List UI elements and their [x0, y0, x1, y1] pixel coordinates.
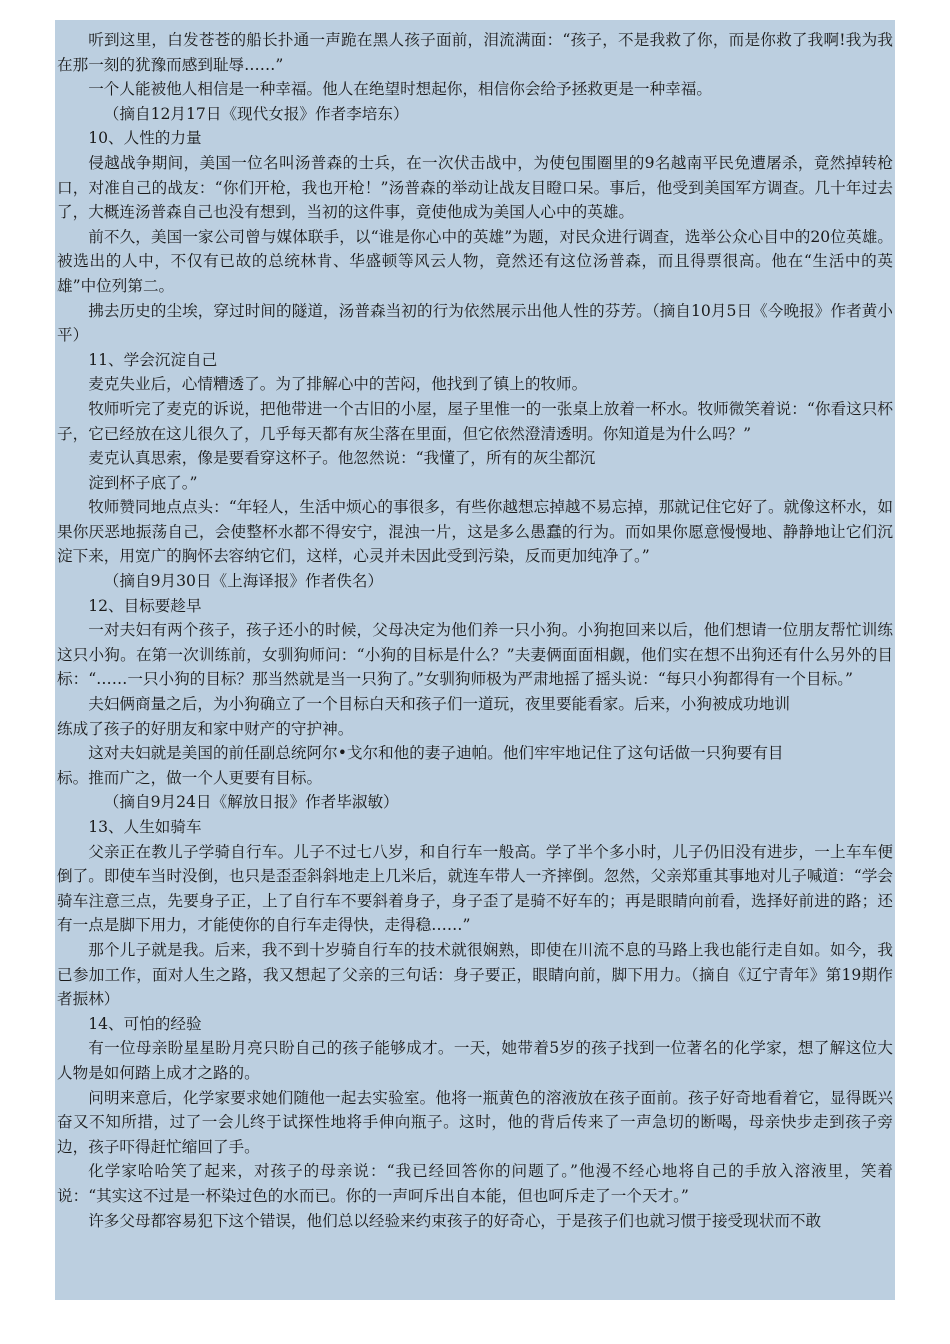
paragraph: 化学家哈哈笑了起来，对孩子的母亲说：“我已经回答你的问题了。”他漫不经心地将自己的手放入溶液里，笑着说：“其实这不过是一杯染过色的水而已。你的一声呵斥出自本能，但也呵斥走了一个天才。”: [57, 1162, 893, 1205]
source-citation: （摘自9月30日《上海译报》作者佚名）: [103, 572, 384, 591]
section-heading: 12、目标要趁早: [88, 596, 202, 615]
paragraph: 许多父母都容易犯下这个错误，他们总以经验来约束孩子的好奇心，于是孩子们也就习惯于接受现状而不敢: [88, 1211, 822, 1230]
paragraph: 麦克认真思索，像是要看穿这杯子。他忽然说：“我懂了，所有的灰尘都沉: [88, 449, 596, 468]
section-heading: 11、学会沉淀自己: [88, 350, 218, 369]
paragraph: 牧师听完了麦克的诉说，把他带进一个古旧的小屋，屋子里惟一的一张桌上放着一杯水。牧师微笑着说：“你看这只杯子，它已经放在这儿很久了，几乎每天都有灰尘落在里面，但它依然澄清透明。你知道是为什么吗？”: [57, 399, 893, 443]
paragraph: 这对夫妇就是美国的前任副总统阿尔•戈尔和他的妻子迪帕。他们牢牢地记住了这句话做一只狗要有目: [88, 744, 784, 763]
paragraph: 练成了孩子的好朋友和家中财产的守护神。: [57, 719, 354, 738]
paragraph: 那个儿子就是我。后来，我不到十岁骑自行车的技术就很娴熟，即使在川流不息的马路上我也能行走自如。如今，我已参加工作，面对人生之路，我又想起了父亲的三句话：身子要正，眼睛向前，脚下用力。（摘自《辽宁青年》第19期作者振林）: [57, 940, 893, 1009]
source-citation: （摘自9月24日《解放日报》作者毕淑敏）: [103, 793, 399, 812]
paragraph: 拂去历史的尘埃，穿过时间的隧道，汤普森当初的行为依然展示出他人性的芬芳。（摘自10月5日《今晚报》作者黄小平）: [57, 301, 893, 345]
section-heading: 10、人性的力量: [88, 129, 202, 148]
paragraph: 淀到杯子底了。”: [88, 473, 198, 492]
paragraph: 牧师赞同地点点头：“年轻人，生活中烦心的事很多，有些你越想忘掉越不易忘掉，那就记住它好了。就像这杯水，如果你厌恶地振荡自己，会使整杯水都不得安宁，混浊一片，这是多么愚蠢的行为。而如果你愿意慢慢地、静静地让它们沉淀下来，用宽广的胸怀去容纳它们，这样，心灵并未因此受到污染，反而更加纯净了。”: [57, 498, 893, 566]
paragraph: 麦克失业后，心情糟透了。为了排解心中的苦闷，他找到了镇上的牧师。: [88, 375, 588, 394]
paragraph: 前不久，美国一家公司曾与媒体联手，以“谁是你心中的英雄”为题，对民众进行调查，选举公众心目中的20位英雄。被选出的人中，不仅有已故的总统林肯、华盛顿等风云人物，竟然还有这位汤普森，而且得票很高。他在“生活中的英雄”中位列第二。: [57, 227, 893, 295]
paragraph: 标。推而广之，做一个人更要有目标。: [57, 768, 323, 787]
section-heading: 13、人生如骑车: [88, 818, 202, 836]
paragraph: 侵越战争期间，美国一位名叫汤普森的士兵，在一次伏击战中，为使包围圈里的9名越南平民免遭屠杀，竟然掉转枪口，对准自己的战友：“你们开枪，我也开枪！”汤普森的举动让战友目瞪口呆。事后，他受到美国军方调查。几十年过去了，大概连汤普森自己也没有想到，当初的这件事，竟使他成为美国人心中的英雄。: [57, 153, 893, 222]
paragraph: 听到这里，白发苍苍的船长扑通一声跪在黑人孩子面前，泪流满面：“孩子，不是我救了你，而是你救了我啊!我为我在那一刻的犹豫而感到耻辱……”: [57, 31, 893, 74]
section-heading: 14、可怕的经验: [88, 1014, 202, 1033]
article-text-block: [55, 20, 895, 1300]
paragraph: 夫妇俩商量之后，为小狗确立了一个目标白天和孩子们一道玩，夜里要能看家。后来，小狗被成功地训: [88, 695, 790, 714]
paragraph: 一对夫妇有两个孩子，孩子还小的时候，父母决定为他们养一只小狗。小狗抱回来以后，他们想请一位朋友帮忙训练这只小狗。在第一次训练前，女驯狗师问：“小狗的目标是什么？”夫妻俩面面相觑，他们实在想不出狗还有什么另外的目标：“……一只小狗的目标？那当然就是当一只狗了。”女驯狗师极为严肃地摇了摇头说：“每只小狗都得有一个目标。”: [57, 621, 893, 689]
paragraph: 有一位母亲盼星星盼月亮只盼自己的孩子能够成才。一天，她带着5岁的孩子找到一位著名的化学家，想了解这位大人物是如何踏上成才之路的。: [57, 1039, 893, 1082]
source-citation: （摘自12月17日《现代女报》作者李培东）: [103, 104, 409, 123]
paragraph: 问明来意后，化学家要求她们随他一起去实验室。他将一瓶黄色的溶液放在孩子面前。孩子好奇地看着它，显得既兴奋又不知所措，过了一会儿终于试探性地将手伸向瓶子。这时，他的背后传来了一声急切的断喝，母亲快步走到孩子旁边，孩子吓得赶忙缩回了手。: [57, 1088, 893, 1156]
paragraph: 一个人能被他人相信是一种幸福。他人在绝望时想起你，相信你会给予拯救更是一种幸福。: [88, 80, 712, 99]
paragraph: 父亲正在教儿子学骑自行车。儿子不过七八岁，和自行车一般高。学了半个多小时，儿子仍旧没有进步，一上车车便倒了。即使车当时没倒，也只是歪歪斜斜地走上几米后，就连车带人一齐摔倒。忽然，父亲郑重其事地对儿子喊道：“学会骑车注意三点，先要身子正，上了自行车不要斜着身子，身子歪了是骑不好车的；再是眼睛向前看，选择好前进的路；还有一点是脚下用力，才能使你的自行车走得快，走得稳……”: [57, 842, 893, 935]
